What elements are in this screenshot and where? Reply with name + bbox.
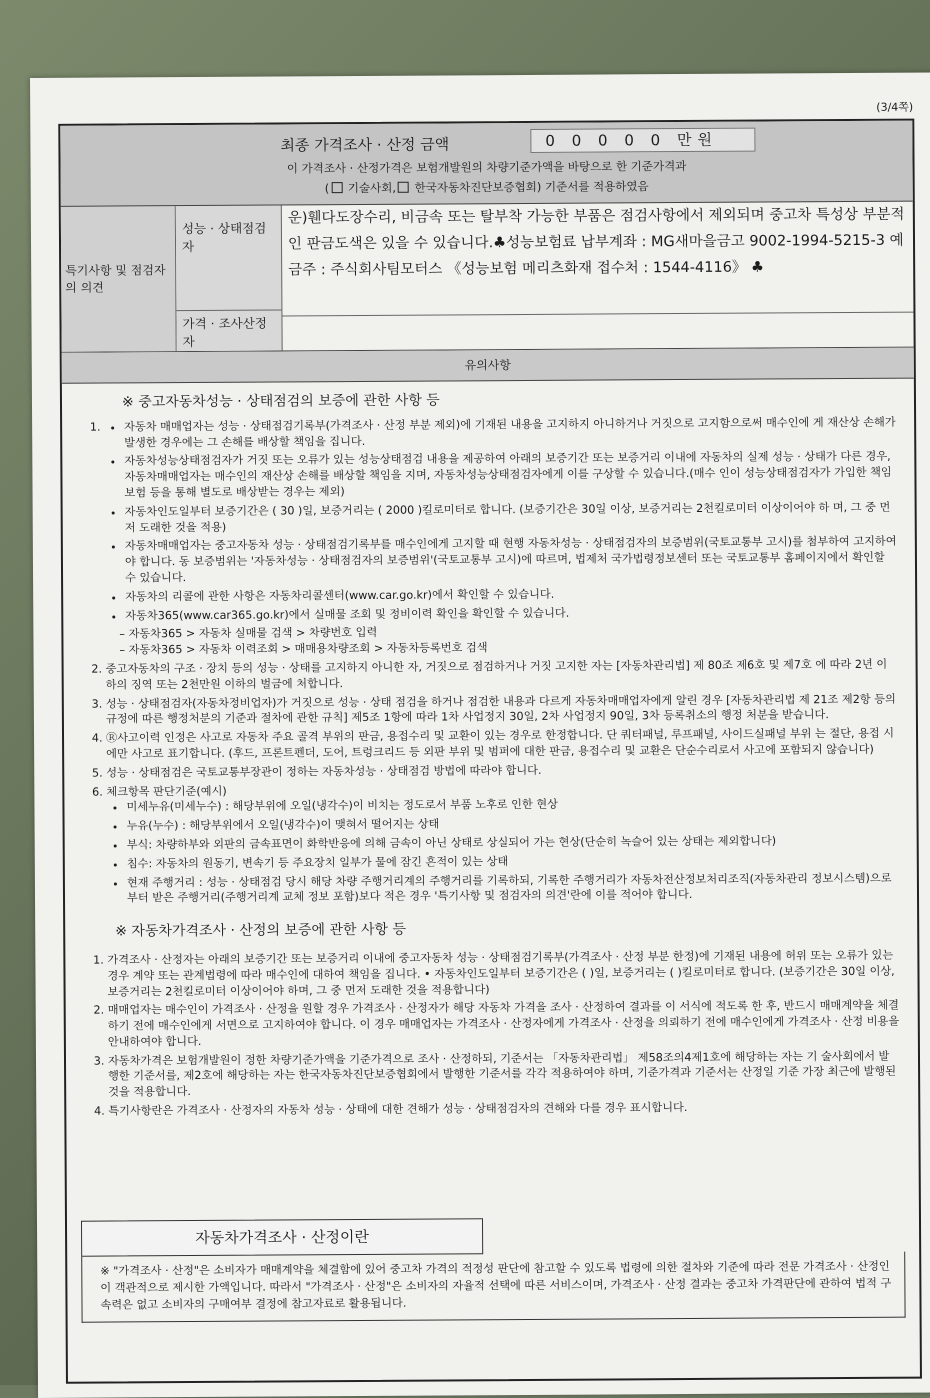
notes-body <box>62 391 918 1120</box>
final-price-value: 0 0 0 0 0 만원 <box>530 128 755 153</box>
sub-item: – 자동차365 > 자동차 이력조회 > 매매용차량조회 > 자동차등록번호 검색 <box>119 641 488 657</box>
list-item: 6. 체크항목 판단기준(예시) • 미세누유(미세누수) : 해당부위에 오일(냉각수)이 비치는 정도로서 부품 노후로 인한 현상 • 누유(누수) : 해당부위에서 오일(냉각수)이 맺혀서 떨어지는 상태 • 부식: 차량하부와 외판의 금속표면이 화학반응에 의해 금속이 아닌 상태로 상실되어 가는 현상(단순히 녹슬어 있는 상태는 제외합니다) • 침수: 자동차의 원동기, 변속기 등 주요장치 일부가 물에 잠긴 흔적이 있는 상태 • 현재 주행거리 : 성능 · 상태점검 당시 해당 차량 주행거리계의 주행거리를 기록하되, 기록한 주행거리가 자동차전산정보처리조직(자동차관리 정보시스템)으로부터 받은 주행거리(주행거리계 교체 정보 포함)보다 적은 경우 '특기사항 및 점검자의 의견'란에 이를 적어야 합니다. <box>106 779 899 906</box>
list-item: • 미세누유(미세누수) : 해당부위에 오일(냉각수)이 비치는 정도로서 부품 노후로 인한 현상 <box>126 795 898 816</box>
final-price-label: 최종 가격조사 · 산정 금액 <box>280 135 450 155</box>
list-item: • 1. 자동차 매매업자는 성능 · 상태점검기록부(가격조사 · 산정 부분 제외)에 기재된 내용을 고지하지 아니하거나 거짓으로 고지함으로써 매수인에 게 재산상 손해가 발생한 경우에는 그 손해를 배상할 책임을 집니다. <box>124 415 896 451</box>
list-item: 3. 성능 · 상태점검자(자동차정비업자)가 거짓으로 성능 · 상태 점검을 하거나 점검한 내용과 다르게 자동차매매업자에게 알린 경우 [자동차관리법 제 21조 제2항 등의 규정에 따른 행정처분의 기준과 절차에 관한 규칙] 제5조 1항에 따라 1차 사업정지 30일, 2차 사업정지 90일, 3차 등록취소의 행정 처분을 받습니다. <box>106 691 898 727</box>
list-item: • 누유(누수) : 해당부위에서 오일(냉각수)이 맺혀서 떨어지는 상태 <box>127 814 899 835</box>
form-frame <box>58 119 922 1384</box>
page-number: (3/4쪽) <box>876 100 914 114</box>
appraiser-label: 가격 · 조사산정자 <box>182 315 267 350</box>
appraisal-definition <box>81 1216 906 1323</box>
list-item: 2. 중고자동차의 구조 · 장치 등의 성능 · 상태를 고지하지 아니한 자, 거짓으로 점검하거나 거짓 고지한 자는 [자동차관리법] 제 80조 제6호 및 제7호 에 따라 2년 이하의 징역 또는 2천만원 이하의 벌금에 처합니다. <box>106 657 898 693</box>
list-item: • 부식: 차량하부와 외판의 금속표면이 화학반응에 의해 금속이 아닌 상태로 상실되어 가는 현상(단순히 녹슬어 있는 상태는 제외합니다) <box>127 833 899 854</box>
standard-note: ( 기술사회, 한국자동차진단보증협회) 기준서를 적용하였음 <box>324 179 649 196</box>
notes-header: 유의사항 <box>62 348 914 384</box>
list-item: 5. 성능 · 상태점검은 국토교통부장관이 정하는 자동차성능 · 상태점검 방법에 따라야 합니다. <box>106 760 898 781</box>
list-item: 4. 특기사항란은 가격조사 · 산정자의 자동차 성능 · 상태에 대한 견해가 성능 · 상태점검자의 견해와 다를 경우 표시합니다. <box>108 1099 900 1120</box>
sub-item: – 자동차365 > 자동차 실매물 검색 > 차량번호 입력 <box>119 626 378 641</box>
final-price-box <box>60 121 912 207</box>
special-remarks-label: 특기사항 및 점검자의 의견 <box>61 206 177 352</box>
section1-list <box>82 415 899 907</box>
list-item: • 자동차매매업자는 중고자동차 성능 · 상태점검기록부를 매수인에게 고지할 때 현행 자동차성능 · 상태점검자의 보증범위(국토교통부 고시)를 첨부하여 고지하여야 합니다. 동 보증범위는 '자동차성능 · 상태점검자의 보증범위'(국토교통부 고시)에 따르며, 법제처 국가법령정보센터 또는 국토교통부 홈페이지에서 확인할 수 있습니다. <box>125 534 897 586</box>
inspector-opinion: 운)휀다도장수리, 비금속 또는 탈부착 가능한 부품은 점검사항에서 제외되며 중고차 특성상 부분적인 판금도색은 있을 수 있습니다.♣성능보험료 납부계좌 : MG새마을금고 9002-1994-5215-3 예금주 : 주식회사팀모터스 《성능보험 메리츠화재 접수처 : 1544-4116》 ♣ <box>287 206 905 279</box>
list-item: 1. 가격조사 · 산정자는 아래의 보증기간 또는 보증거리 이내에 중고자동차 성능 · 상태점검기록부(가격조사 · 산정 부분 한정)에 기재된 내용에 허위 또는 오류가 있는 경우 계약 또는 관계법령에 따라 매수인에 대하여 책임을 집니다. • 자동차인도일부터 보증기간은 ( )일, 보증거리는 ( )킬로미터로 합니다. (보증기간은 30일 이상, 보증거리는 2천킬로미터 이상이어야 하며, 그 중 먼저 도래한 것을 적용합니다) <box>107 948 899 1000</box>
checkbox-association[interactable] <box>398 182 409 193</box>
list-item: • 자동차성능상태점검자가 거짓 또는 오류가 있는 성능상태점검 내용을 제공하여 아래의 보증기간 또는 보증거리 이내에 자동차의 실제 성능 · 상태가 다른 경우, 자동차매매업자는 매수인의 재산상 손해를 배상할 책임을 지며, 자동차성능상태점검자에게 이를 구상할 수 있습니다.(매수 인이 성능상태점검자가 가입한 책임보험 등을 통해 별도로 배상받는 경우는 제외) <box>124 449 896 501</box>
section2-title: ※ 자동차가격조사 · 산정의 보증에 관한 사항 등 <box>115 921 407 940</box>
list-item: 3. 자동차가격은 보험개발원이 정한 차량기준가액을 기준가격으로 조사 · 산정하되, 기준서는 「자동차관리법」 제58조의4제1호에 해당하는 자는 기 술사회에서 발행한 기준서를, 제2호에 해당하는 자는 한국자동차진단보증협회에서 발행한 기준서를 각각 적용하여야 하며, 기준가격과 기준서는 산정일 기준 가장 최근에 발행된 것을 적용합니다. <box>108 1048 900 1100</box>
list-item: • 자동차인도일부터 보증기간은 ( 30 )일, 보증거리는 ( 2000 )킬로미터로 합니다. (보증기간은 30일 이상, 보증거리는 2천킬로미터 이상이어야 하 며, 그 중 먼저 도래한 것을 적용) <box>125 499 897 535</box>
final-price-note: 이 가격조사 · 산정가격은 보험개발원의 차량기준가액을 바탕으로 한 기준가격과 <box>286 158 687 176</box>
list-item: • 현재 주행거리 : 성능 · 상태점검 당시 해당 차량 주행거리계의 주행거리를 기록하되, 기록한 주행거리가 자동차전산정보처리조직(자동차관리 정보시스템)으로부터 받은 주행거리(주행거리계 교체 정보 포함)보다 적은 경우 '특기사항 및 점검자의 의견'란에 이를 적어야 합니다. <box>127 870 899 906</box>
list-item <box>104 415 897 659</box>
list-item: • 자동차365(www.car365.go.kr)에서 실매물 조회 및 정비이력 확인을 확인할 수 있습니다. <box>125 603 897 624</box>
checkbox-engineers[interactable] <box>331 182 342 193</box>
inspector-label: 성능 · 상태점검자 <box>176 205 282 311</box>
appraisal-definition-text: ※ "가격조사 · 산정"은 소비자가 매매계약을 체결함에 있어 중고차 가격의 적정성 판단에 참고할 수 있도록 법령에 의한 절차와 기준에 따라 전문 가격조사 · 산정인이 객관적으로 제시한 가액입니다. 따라서 "가격조사 · 산정"은 소비자의 자율적 선택에 따른 서비스이며, 가격조사 · 산정 결과는 중고차 가격판단에 관하여 법적 구속력은 없고 소비자의 구매여부 결정에 참고자료로 활용됩니다. <box>81 1252 905 1323</box>
list-item: • 자동차의 리콜에 관한 사항은 자동차리콜센터(www.car.go.kr)에서 확인할 수 있습니다. <box>125 584 897 605</box>
list-item: 2. 매매업자는 매수인이 가격조사 · 산정을 원할 경우 가격조사 · 산정자가 해당 자동차 가격을 조사 · 산정하여 결과를 이 서식에 적도록 한 후, 반드시 매매계약을 체결하기 전에 매수인에게 서면으로 고지하여야 합니다. 이 경우 매매업자는 가격조사 · 산정자에게 가격조사 · 산정을 의뢰하기 전에 매수인에게 가격조사 · 산정 비용을 안내하여야 합니다. <box>108 998 900 1050</box>
list-item: 4. Ⓡ사고이력 인정은 사고로 자동차 주요 골격 부위의 판금, 용접수리 및 교환이 있는 경우로 한정합니다. 단 쿼터패널, 루프패널, 사이드실패널 부위 는 절단, 용접 시에만 사고로 표기합니다. (후드, 프론트펜더, 도어, 트렁크리드 등 외판 부위 및 범퍼에 대한 판금, 용접수리 및 교환은 단순수리로서 사고에 포함되지 않습니다) <box>106 726 898 762</box>
section2-list <box>85 948 900 1120</box>
inspector-opinion-cell <box>282 202 914 317</box>
document-page <box>30 72 930 1398</box>
special-remarks-section <box>61 202 914 353</box>
appraiser-opinion-cell <box>282 313 913 351</box>
list-item: • 침수: 자동차의 원동기, 변속기 등 주요장치 일부가 물에 잠긴 흔적이 있는 상태 <box>127 851 899 872</box>
section1-title: ※ 중고자동차성능 · 상태점검의 보증에 관한 사항 등 <box>121 392 440 411</box>
appraisal-definition-title: 자동차가격조사 · 산정이란 <box>81 1218 483 1256</box>
